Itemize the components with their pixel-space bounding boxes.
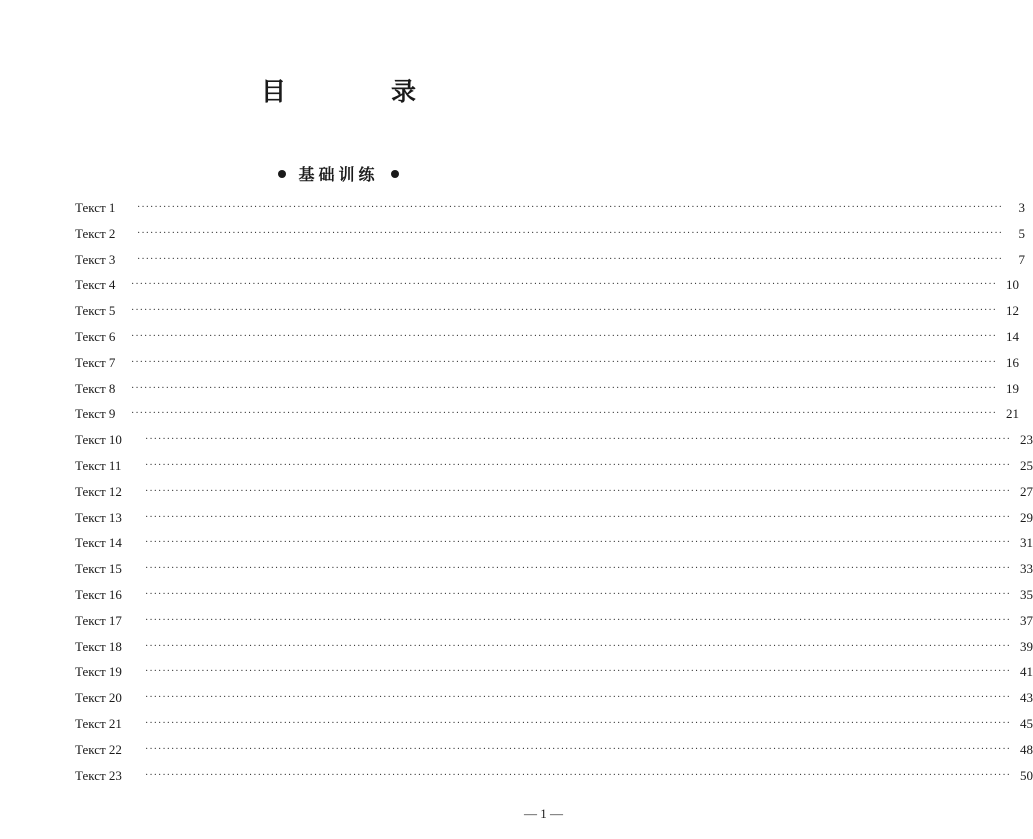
toc-dot-leader: ········································································································································································································	[131, 279, 998, 291]
toc-dot-leader: ········································································································································································································	[131, 356, 998, 368]
toc-entry[interactable]	[75, 200, 1026, 226]
toc-entry[interactable]	[75, 457, 1033, 484]
toc-entry-page: 25	[1020, 457, 1033, 473]
toc-entry-label: Текст 23	[75, 767, 122, 783]
page-number: — 1 —	[524, 806, 563, 821]
toc-entry-page: 43	[1020, 690, 1033, 706]
toc-dot-leader: ········································································································································································································	[145, 563, 1012, 575]
toc-entry-label: Текст 14	[75, 535, 122, 551]
toc-entry-page: 35	[1020, 586, 1033, 602]
bullet-right-icon	[391, 170, 399, 178]
toc-entry[interactable]	[75, 277, 1020, 303]
toc-entry-page: 19	[1006, 380, 1020, 396]
toc-entry-page: 7	[1018, 251, 1026, 267]
toc-dot-leader: ········································································································································································································	[145, 640, 1012, 652]
toc-entry-page: 23	[1020, 432, 1033, 448]
toc-dot-leader: ········································································································································································································	[145, 717, 1012, 729]
page-title: 目 录	[260, 77, 456, 106]
toc-entry-page: 50	[1020, 767, 1033, 783]
table-of-contents	[75, 200, 1033, 793]
toc-entry-label: Текст 5	[75, 303, 116, 319]
section-heading	[0, 162, 677, 185]
toc-dot-leader: ········································································································································································································	[137, 202, 1004, 213]
toc-entry[interactable]	[75, 638, 1033, 665]
toc-entry-label: Текст 3	[75, 251, 116, 267]
toc-entry[interactable]	[75, 664, 1033, 690]
toc-entry[interactable]	[75, 303, 1020, 329]
toc-entry-label: Текст 2	[75, 225, 116, 241]
toc-entry[interactable]	[75, 225, 1026, 252]
toc-entry[interactable]	[75, 767, 1033, 794]
toc-entry-label: Текст 13	[75, 509, 122, 525]
toc-entry-label: Текст 21	[75, 715, 122, 731]
toc-entry[interactable]	[75, 328, 1020, 355]
toc-entry-label: Текст 7	[75, 354, 116, 370]
toc-entry-page: 37	[1020, 612, 1033, 628]
toc-entry-label: Текст 16	[75, 586, 122, 602]
toc-entry-page: 14	[1006, 328, 1020, 344]
toc-entry-label: Текст 9	[75, 406, 116, 422]
toc-entry[interactable]	[75, 509, 1033, 536]
toc-entry-page: 33	[1020, 561, 1033, 577]
toc-entry[interactable]	[75, 483, 1033, 510]
toc-dot-leader: ········································································································································································································	[145, 743, 1012, 755]
toc-entry-label: Текст 1	[75, 200, 116, 215]
toc-entry-page: 21	[1006, 406, 1020, 422]
toc-entry-page: 29	[1020, 509, 1033, 525]
toc-entry-page: 16	[1006, 354, 1020, 370]
toc-dot-leader: ········································································································································································································	[131, 382, 998, 394]
toc-dot-leader: ········································································································································································································	[145, 485, 1012, 497]
toc-entry[interactable]	[75, 251, 1026, 278]
toc-entry-page: 10	[1006, 277, 1020, 293]
toc-dot-leader: ········································································································································································································	[145, 614, 1012, 626]
toc-dot-leader: ········································································································································································································	[145, 692, 1012, 704]
toc-entry-page: 12	[1006, 303, 1020, 319]
toc-entry-page: 31	[1020, 535, 1033, 551]
toc-dot-leader: ········································································································································································································	[145, 459, 1012, 471]
toc-dot-leader: ········································································································································································································	[145, 588, 1012, 600]
toc-entry[interactable]	[75, 586, 1033, 613]
toc-entry-page: 27	[1020, 483, 1033, 499]
toc-dot-leader: ········································································································································································································	[145, 434, 1012, 446]
toc-dot-leader: ········································································································································································································	[137, 253, 1004, 265]
toc-dot-leader: ········································································································································································································	[137, 227, 1004, 239]
toc-entry-label: Текст 4	[75, 277, 116, 293]
toc-entry[interactable]	[75, 406, 1020, 432]
toc-entry-label: Текст 17	[75, 612, 122, 628]
toc-entry[interactable]	[75, 354, 1020, 381]
toc-dot-leader: ········································································································································································································	[145, 666, 1012, 678]
toc-dot-leader: ········································································································································································································	[145, 769, 1012, 781]
toc-entry-label: Текст 18	[75, 638, 122, 654]
toc-entry-page: 41	[1020, 664, 1033, 680]
toc-entry-label: Текст 19	[75, 664, 122, 680]
toc-entry[interactable]	[75, 741, 1033, 768]
toc-entry-label: Текст 12	[75, 483, 122, 499]
toc-entry[interactable]	[75, 561, 1033, 587]
toc-entry[interactable]	[75, 715, 1033, 742]
toc-entry[interactable]	[75, 690, 1033, 716]
toc-dot-leader: ········································································································································································································	[145, 537, 1012, 549]
toc-dot-leader: ········································································································································································································	[131, 330, 998, 342]
toc-entry[interactable]	[75, 535, 1033, 561]
toc-dot-leader: ········································································································································································································	[145, 511, 1012, 523]
toc-entry-page: 48	[1020, 741, 1033, 757]
toc-entry-label: Текст 11	[75, 457, 122, 473]
toc-entry-label: Текст 8	[75, 380, 116, 396]
toc-entry-page: 3	[1018, 200, 1026, 215]
toc-dot-leader: ········································································································································································································	[131, 408, 998, 420]
toc-entry[interactable]	[75, 380, 1020, 407]
bullet-left-icon	[278, 170, 286, 178]
toc-entry-page: 45	[1020, 715, 1033, 731]
toc-dot-leader: ········································································································································································································	[131, 305, 998, 317]
toc-entry-label: Текст 10	[75, 432, 122, 448]
toc-entry-label: Текст 20	[75, 690, 122, 706]
section-label: 基础训练	[298, 165, 379, 184]
toc-entry-page: 5	[1018, 225, 1026, 241]
toc-entry-label: Текст 6	[75, 328, 116, 344]
toc-entry[interactable]	[75, 432, 1033, 458]
toc-entry[interactable]	[75, 612, 1033, 639]
toc-entry-page: 39	[1020, 638, 1033, 654]
toc-entry-label: Текст 22	[75, 741, 122, 757]
toc-entry-label: Текст 15	[75, 561, 122, 577]
